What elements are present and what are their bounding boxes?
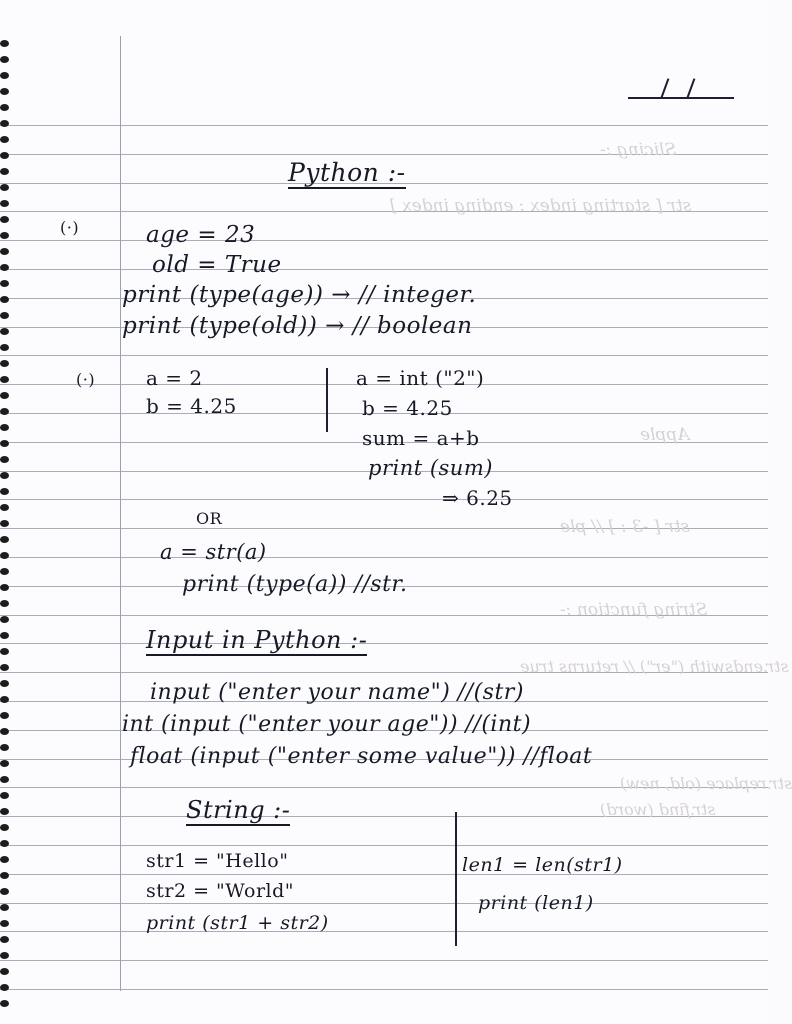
spiral-ring [0,296,9,303]
spiral-ring [0,328,9,335]
bleed-text-3: Apple [640,425,690,445]
bleed-text-7: str.replace (old, new) [620,774,792,793]
spiral-ring [0,264,9,271]
spiral-ring [0,968,9,975]
spiral-ring [0,840,9,847]
spiral-ring [0,536,9,543]
spiral-ring [0,72,9,79]
section4-divider [455,812,457,946]
code-line-input-value: float (input ("enter some value")) //float [130,744,593,769]
spiral-ring [0,168,9,175]
spiral-ring [0,376,9,383]
code-line-input-age: int (input ("enter your age")) //(int) [122,712,532,737]
spiral-ring [0,632,9,639]
spiral-ring [0,424,9,431]
ruled-line [0,355,768,356]
ruled-line [0,240,768,241]
bullet-1: (·) [60,218,80,237]
spiral-ring [0,472,9,479]
ruled-line [0,557,768,558]
spiral-ring [0,344,9,351]
code-line-len: len1 = len(str1) [462,854,623,876]
spiral-ring [0,456,9,463]
spiral-ring [0,1000,9,1007]
spiral-ring [0,312,9,319]
spiral-ring [0,936,9,943]
code-line-print-len: print (len1) [478,892,594,914]
spiral-ring [0,744,9,751]
code-line-old: old = True [152,252,282,278]
spiral-ring [0,280,9,287]
bleed-text-2: str [ starting index : ending index ] [390,196,692,216]
spiral-ring [0,904,9,911]
spiral-ring [0,696,9,703]
spiral-ring [0,216,9,223]
or-label: OR [196,509,223,528]
ruled-line [0,903,768,904]
spiral-ring [0,680,9,687]
spiral-ring [0,552,9,559]
spiral-ring [0,40,9,47]
spiral-ring [0,136,9,143]
heading-string: String :- [186,796,291,824]
spiral-ring [0,712,9,719]
output-sum: ⇒ 6.25 [442,486,513,510]
spiral-ring [0,120,9,127]
spiral-ring [0,728,9,735]
spiral-ring [0,824,9,831]
code-line-print-concat: print (str1 + str2) [146,912,329,934]
heading-input: Input in Python :- [146,626,368,654]
spiral-ring [0,504,9,511]
spiral-ring [0,984,9,991]
bullet-2: (·) [76,370,96,389]
margin-line [120,36,121,991]
code-line-str2: str2 = "World" [146,880,295,902]
spiral-ring [0,808,9,815]
code-line-str1: str1 = "Hello" [146,850,289,872]
code-line-print-old: print (type(old)) → // boolean [122,313,473,339]
spiral-ring [0,184,9,191]
ruled-line [0,845,768,846]
code-line-b-float: b = 4.25 [362,396,453,420]
spiral-ring [0,648,9,655]
spiral-ring [0,56,9,63]
spiral-ring [0,856,9,863]
spiral-ring [0,360,9,367]
ruled-line [0,499,768,500]
ruled-line [0,643,768,644]
ruled-line [0,960,768,961]
spiral-ring [0,520,9,527]
page-title: Python :- [288,158,406,187]
spiral-ring [0,888,9,895]
ruled-line [0,125,768,126]
ruled-line [0,931,768,932]
code-line-a-int: a = int ("2") [356,366,485,390]
spiral-ring [0,152,9,159]
ruled-line [0,874,768,875]
code-line-a: a = 2 [146,366,203,390]
spiral-ring [0,584,9,591]
spiral-ring [0,616,9,623]
ruled-line [0,269,768,270]
bleed-text-8: str.find (word) [600,800,716,819]
code-line-b: b = 4.25 [146,394,237,418]
spiral-ring [0,792,9,799]
code-line-print-sum: print (sum) [368,456,493,480]
bleed-text-1: Slicing :- [600,140,677,160]
spiral-ring [0,408,9,415]
spiral-ring [0,200,9,207]
spiral-ring [0,248,9,255]
bleed-text-6: str.endswith ("er") // returns true [520,657,789,676]
spiral-ring [0,760,9,767]
spiral-ring [0,920,9,927]
spiral-ring [0,88,9,95]
code-line-sum: sum = a+b [362,426,480,450]
code-line-print-type-a: print (type(a)) //str. [182,572,408,597]
code-line-a-str: a = str(a) [160,540,267,564]
spiral-ring [0,440,9,447]
bleed-text-5: String function :- [560,600,708,620]
spiral-ring [0,232,9,239]
code-line-print-age: print (type(age)) → // integer. [122,282,477,308]
code-line-input-name: input ("enter your name") //(str) [150,680,524,705]
spiral-ring [0,488,9,495]
spiral-ring [0,392,9,399]
spiral-ring [0,664,9,671]
spiral-ring [0,104,9,111]
code-line-age: age = 23 [146,222,256,248]
spiral-ring [0,872,9,879]
ruled-line [0,989,768,990]
spiral-ring [0,952,9,959]
spiral-ring [0,776,9,783]
section2-divider [326,368,328,432]
spiral-ring [0,568,9,575]
spiral-ring [0,600,9,607]
bleed-text-4: str [ -3 : ] // ple [560,517,690,537]
